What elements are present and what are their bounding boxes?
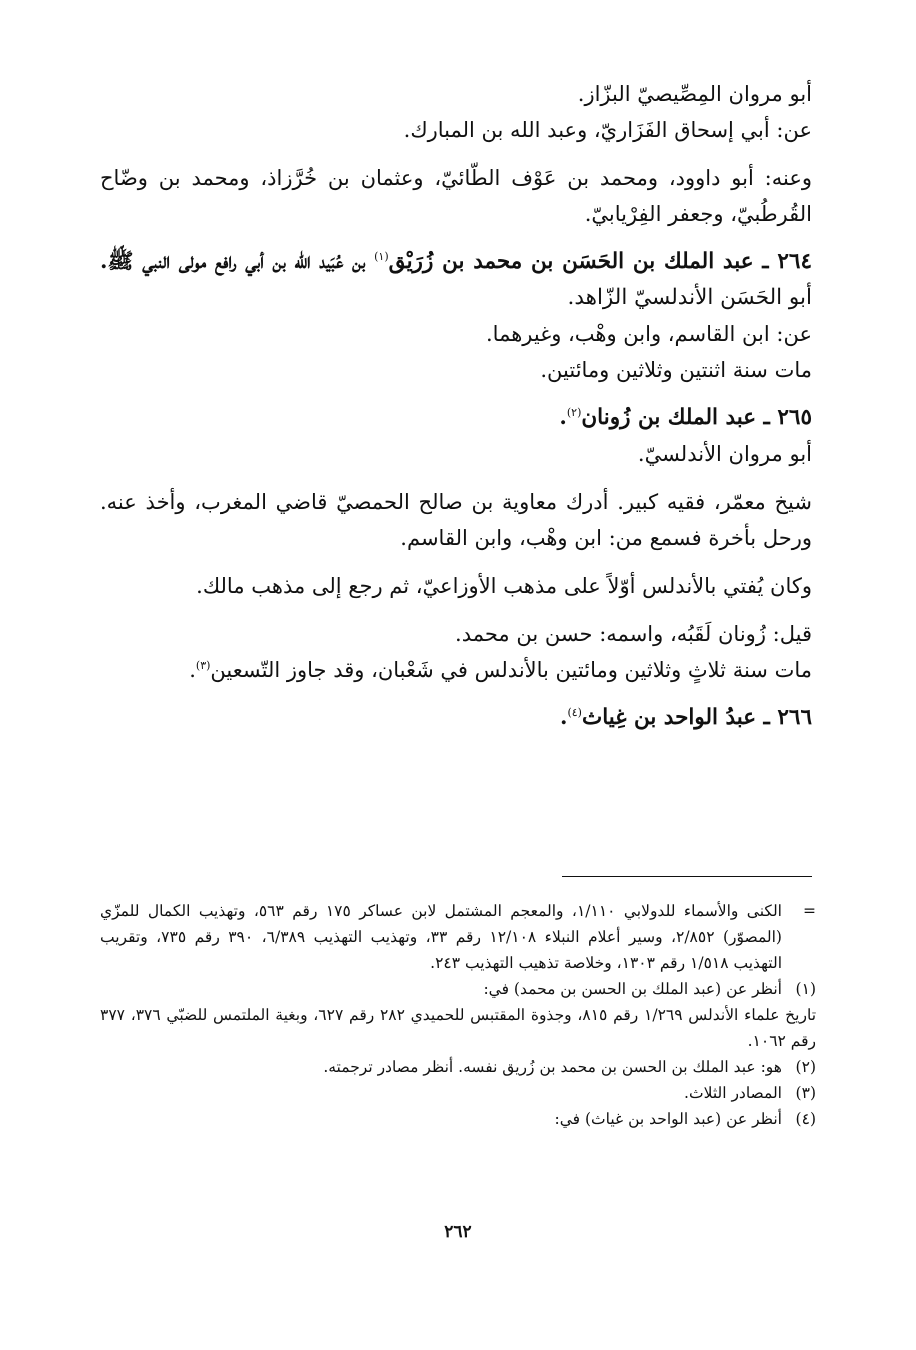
entry-264 xyxy=(100,244,812,316)
footnote-3 xyxy=(100,1080,816,1106)
footnote-ref: (٢) xyxy=(566,405,582,419)
paragraph-text: مات سنة ثلاثٍ وثلاثين ومائتين بالأندلس في شَعْبان، وقد جاوز التّسعين xyxy=(210,658,812,682)
footnote-text: أنظر عن (عبد الواحد بن غياث) في: xyxy=(554,1110,782,1128)
entry-title-cont: بن عُبَيد الله بن أبي رافع مولى النبي ﷺ. xyxy=(100,249,375,274)
entry-266 xyxy=(100,700,812,736)
paragraph: شيخ معمّر، فقيه كبير. أدرك معاوية بن صالح الحمصيّ قاضي المغرب، وأخذ عنه. ورحل بأخرة فسمع من: ابن وهْب، وابن القاسم. xyxy=(100,490,812,550)
footnote-text: هو: عبد الملك بن الحسن بن محمد بن زُريق نفسه. أنظر مصادر ترجمته. xyxy=(323,1058,782,1076)
footnote-continuation xyxy=(100,898,816,976)
page-number: ٢٦٢ xyxy=(444,1222,472,1242)
entry-nisba: أبو الحَسَن الأندلسيّ الزّاهد. xyxy=(567,285,812,310)
entry-end: . xyxy=(559,405,567,430)
entry-265 xyxy=(100,400,812,436)
footnote-4 xyxy=(100,1106,816,1132)
footnote-number: (٣) xyxy=(795,1084,816,1102)
paragraph: وكان يُفتي بالأندلس أوّلاً على مذهب الأوزاعيّ، ثم رجع إلى مذهب مالك. xyxy=(196,574,812,598)
footnote-text: الكنى والأسماء للدولابي ١/١١٠، والمعجم المشتمل لابن عساكر ١٧٥ رقم ٥٦٣، وتهذيب الكمال للمزّي (المصوّر) ٢/٨٥٢، وسير أعلام النبلاء ١٢/١٠٨ رقم ٣٣، وتهذيب التهذيب ٦/٣٨٩، ٣٩٠ رقم ٧٣٥، وتقريب التهذيب ١/٥١٨ رقم ١٣٠٣، وخلاصة تذهيب التهذيب ٢٤٣. xyxy=(100,902,782,972)
footnote-divider xyxy=(562,876,812,877)
footnote-text: أنظر عن (عبد الملك بن الحسن بن محمد) في: xyxy=(483,980,782,998)
entry-end: . xyxy=(559,705,568,730)
paragraph: أبو مروان المِصِّيصيّ البزّاز. xyxy=(577,82,812,106)
footnote-number: (٤) xyxy=(795,1110,816,1128)
main-text xyxy=(100,76,812,736)
footnote-ref: (٣) xyxy=(195,659,211,672)
footnote-1 xyxy=(100,976,816,1002)
footnote-number: (٢) xyxy=(795,1058,816,1076)
footnote-text: المصادر الثلاث. xyxy=(684,1084,782,1102)
paragraph: أبو مروان الأندلسيّ. xyxy=(637,442,812,466)
paragraph xyxy=(100,652,812,688)
footnotes xyxy=(100,898,816,1132)
paragraph: قيل: زُونان لَقَبُه، واسمه: حسن بن محمد. xyxy=(455,622,812,646)
footnote-ref: (٤) xyxy=(567,705,582,719)
entry-title: ٢٦٤ ـ عبد الملك بن الحَسَن بن محمد بن زُرَيْق xyxy=(388,249,813,274)
paragraph-end: . xyxy=(189,658,196,682)
footnote-number: (١) xyxy=(795,980,816,998)
footnote-text: تاريخ علماء الأندلس ١/٢٦٩ رقم ٨١٥، وجذوة المقتبس للحميدي ٢٨٢ رقم ٦٢٧، وبغية الملتمس للضبّي ٣٧٦، ٣٧٧ رقم ١٠٦٢. xyxy=(100,1006,817,1050)
paragraph: وعنه: أبو داوود، ومحمد بن عَوْف الطّائيّ، وعثمان بن خُرَّزاذ، ومحمد بن وضّاح القُرطُبيّ، وجعفر الفِرْيابيّ. xyxy=(100,166,812,226)
entry-title: ٢٦٦ ـ عبدُ الواحد بن غِياث xyxy=(581,705,812,730)
entry-title: ٢٦٥ ـ عبد الملك بن زُونان xyxy=(581,405,812,430)
footnote-marker: = xyxy=(803,902,816,920)
footnote-2 xyxy=(100,1054,816,1080)
paragraph: عن: أبي إسحاق الفَزَاريّ، وعبد الله بن المبارك. xyxy=(403,118,812,142)
footnote-ref: (١) xyxy=(374,249,389,263)
paragraph: مات سنة اثنتين وثلاثين ومائتين. xyxy=(540,358,812,382)
paragraph: عن: ابن القاسم، وابن وهْب، وغيرهما. xyxy=(486,322,812,346)
